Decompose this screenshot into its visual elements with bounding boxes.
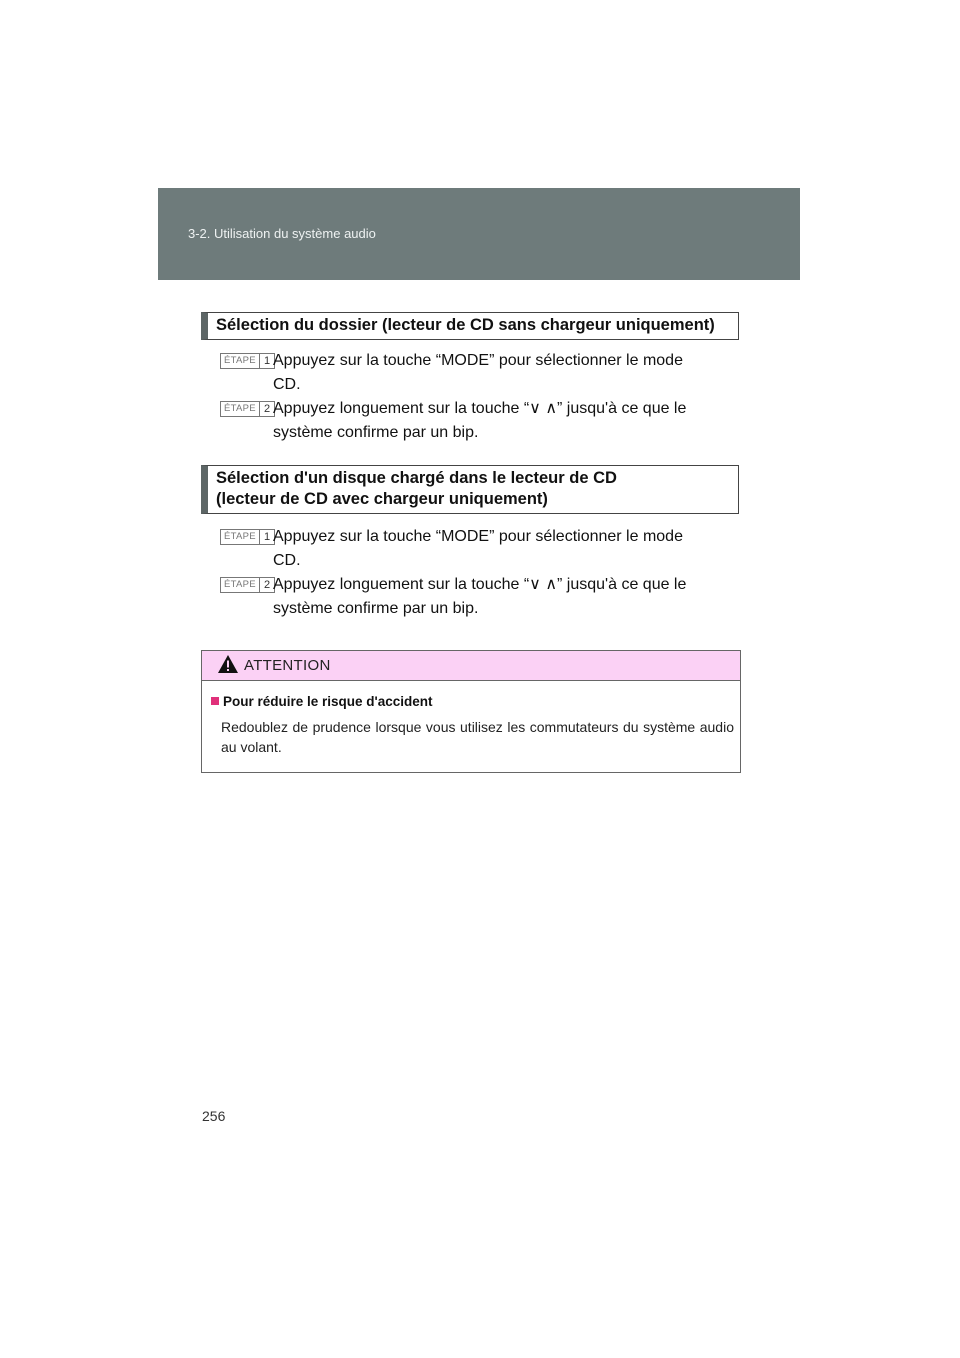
step-text-line: Appuyez longuement sur la touche “∨ ∧” jusqu'à ce que le: [273, 576, 687, 593]
step-text-line: Appuyez sur la touche “MODE” pour sélectionner le mode: [273, 528, 683, 545]
step-text-line: système confirme par un bip.: [273, 424, 479, 441]
step-badge: [220, 577, 275, 593]
section-title: 3-2. Utilisation du système audio: [188, 226, 376, 241]
step-badge: [220, 401, 275, 417]
step-text-line: CD.: [273, 552, 301, 569]
step-badge-label: ÉTAPE: [224, 355, 256, 366]
section-heading: [201, 465, 739, 514]
heading-line: (lecteur de CD avec chargeur uniquement): [216, 490, 548, 508]
step-badge-number: 2: [259, 402, 274, 416]
heading-line: Sélection d'un disque chargé dans le lecteur de CD: [216, 469, 617, 487]
step-badge: [220, 353, 275, 369]
step-badge: [220, 529, 275, 545]
step-badge-number: 2: [259, 578, 274, 592]
attention-subheading-text: Pour réduire le risque d'accident: [223, 694, 433, 709]
attention-box: [201, 650, 741, 773]
bullet-square-icon: [211, 697, 219, 705]
step-text: [273, 525, 738, 573]
step-badge-label: ÉTAPE: [224, 403, 256, 414]
step-badge-label: ÉTAPE: [224, 531, 256, 542]
page-number: 256: [202, 1108, 226, 1124]
step-badge-label: ÉTAPE: [224, 579, 256, 590]
step-text-line: CD.: [273, 376, 301, 393]
attention-header: [202, 651, 740, 681]
attention-body: Redoublez de prudence lorsque vous utilisez les commutateurs du système audio au volant.: [221, 719, 734, 755]
step-badge-number: 1: [259, 530, 274, 544]
warning-triangle-icon: [217, 654, 239, 679]
step-text-line: Appuyez sur la touche “MODE” pour sélectionner le mode: [273, 352, 683, 369]
step-badge-number: 1: [259, 354, 274, 368]
step-text-line: système confirme par un bip.: [273, 600, 479, 617]
step-text: [273, 397, 738, 445]
attention-title: ATTENTION: [244, 657, 331, 674]
chapter-header-band: [158, 188, 800, 280]
attention-subheading: [211, 694, 433, 709]
step-text-line: Appuyez longuement sur la touche “∨ ∧” jusqu'à ce que le: [273, 400, 687, 417]
section-heading: [201, 312, 739, 340]
step-text: [273, 573, 738, 621]
step-text: [273, 349, 738, 397]
heading-line: Sélection du dossier (lecteur de CD sans chargeur uniquement): [216, 316, 715, 334]
